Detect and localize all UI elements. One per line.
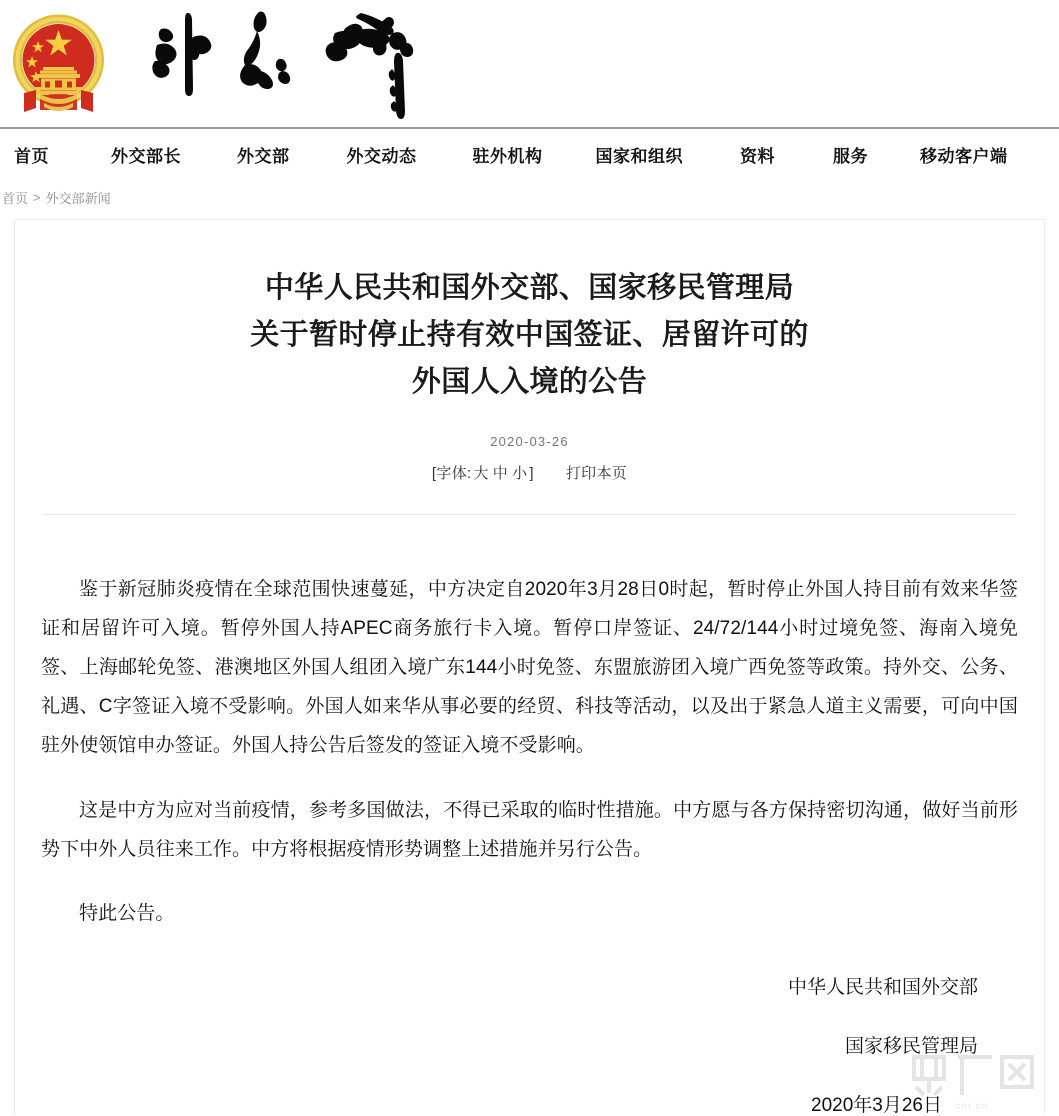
signature-org-mfa: 中华人民共和国外交部 xyxy=(787,977,978,999)
masthead-divider xyxy=(0,127,1059,129)
nav-item-minister[interactable]: 外交部长 xyxy=(111,146,181,166)
breadcrumb-current[interactable]: 外交部新闻 xyxy=(45,190,111,206)
article-body xyxy=(29,571,1030,935)
breadcrumb-home[interactable]: 首页 xyxy=(2,190,29,206)
site-masthead xyxy=(0,0,1059,129)
header-divider xyxy=(43,514,1016,515)
nav-item-countries[interactable]: 国家和组织 xyxy=(595,146,683,166)
page-title-line-2: 关于暂时停止持有效中国签证、居留许可的 xyxy=(250,318,809,351)
article-paragraph: 这是中方为应对当前疫情，参考多国做法，不得已采取的临时性措施。中方愿与各方保持密切沟通，做好当前形势下中外人员往来工作。中方将根据疫情形势调整上述措施并另行公告。 xyxy=(41,799,1018,860)
font-size-large[interactable]: 大 xyxy=(473,464,489,482)
font-size-label-close: ] xyxy=(529,464,534,482)
china-national-emblem-icon xyxy=(10,15,107,115)
signature-date: 2020年3月26日 xyxy=(811,1095,942,1116)
font-size-small[interactable]: 小 xyxy=(512,464,528,482)
article-toolbar xyxy=(29,462,1030,483)
font-size-medium[interactable]: 中 xyxy=(492,464,509,482)
publish-date: 2020-03-26 xyxy=(490,433,569,449)
signature-block xyxy=(29,978,1030,1115)
font-size-controls xyxy=(432,465,534,482)
mfa-calligraphy-wordmark-icon xyxy=(149,9,449,121)
article-paragraph: 特此公告。 xyxy=(79,903,175,925)
article-panel xyxy=(14,219,1045,1115)
page-title-line-3: 外国人入境的公告 xyxy=(411,365,648,398)
page-title-line-1: 中华人民共和国外交部、国家移民管理局 xyxy=(264,272,795,304)
breadcrumb-separator: > xyxy=(33,189,41,205)
breadcrumb xyxy=(0,183,1059,211)
print-page-button[interactable]: 打印本页 xyxy=(565,464,628,482)
svg-text:cnr.cn: cnr.cn xyxy=(955,1101,989,1113)
nav-item-missions[interactable]: 驻外机构 xyxy=(472,146,543,166)
signature-org-immigration: 国家移民管理局 xyxy=(844,1036,978,1058)
nav-item-services[interactable]: 服务 xyxy=(833,146,868,166)
main-navigation xyxy=(0,129,1059,183)
nav-item-news[interactable]: 外交动态 xyxy=(346,146,417,166)
page-title xyxy=(29,265,1030,406)
nav-item-home[interactable]: 首页 xyxy=(14,146,49,166)
article-paragraph: 鉴于新冠肺炎疫情在全球范围快速蔓延，中方决定自2020年3月28日0时起，暂时停止外国人持目前有效来华签证和居留许可入境。暂停外国人持APEC商务旅行卡入境。暂停口岸签证、24/72/144小时过境免签、海南入境免签、上海邮轮免签、港澳地区外国人组团入境广东144小时免签、东盟旅游团入境广西免签等政策。持外交、公务、礼遇、C字签证入境不受影响。外国人如来华从事必要的经贸、科技等活动，以及出于紧急人道主义需要，可向中国驻外使领馆申办签证。外国人持公告后签发的签证入境不受影响。 xyxy=(41,578,1018,756)
nav-item-resources[interactable]: 资料 xyxy=(740,146,775,166)
nav-item-ministry[interactable]: 外交部 xyxy=(237,146,290,166)
font-size-label-open: [字体: xyxy=(431,464,472,482)
nav-item-mobile-app[interactable]: 移动客户端 xyxy=(920,146,1008,166)
